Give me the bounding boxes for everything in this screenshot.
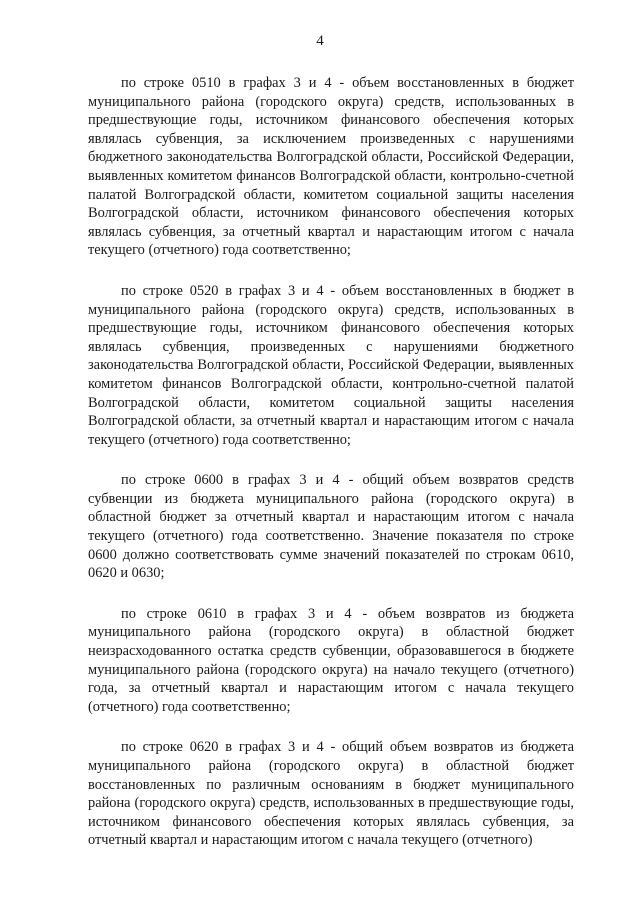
page-number: 4: [316, 33, 324, 49]
paragraph-line-0620: по строке 0620 в графах 3 и 4 - общий объем возвратов из бюджета муниципального района (городского округа) в областной бюджет восстановленных по различным основаниям в бюджет муниципального района (городского округа) средств, использованных в предшествующие годы, источником финансового обеспечения которых являлась субвенция, за отчетный квартал и нарастающим итогом с начала текущего (отчетного): [88, 739, 574, 849]
paragraph-line-0610: по строке 0610 в графах 3 и 4 - объем возвратов из бюджета муниципального района (городского округа) в областной бюджет неизрасходованного остатка средств субвенции, образовавшегося в бюджете муниципального района (городского округа) на начало текущего (отчетного) года, за отчетный квартал и нарастающим итогом с начала текущего (отчетного) года соответственно;: [88, 605, 574, 715]
paragraph-line-0600: по строке 0600 в графах 3 и 4 - общий объем возвратов средств субвенции из бюджета муниципального района (городского округа) в областной бюджет за отчетный квартал и нарастающим итогом с начала текущего (отчетного) года соответственно. Значение показателя по строке 0600 должно соответствовать сумме значений показателей по строкам 0610, 0620 и 0630;: [88, 472, 574, 582]
paragraph-line-0520: по строке 0520 в графах 3 и 4 - объем восстановленных в бюджет в муниципального района (городского округа) средств, использованных в предшествующие годы, источником финансового обеспечения которых являлась субвенция, произведенных с нарушениями бюджетного законодательства Волгоградской области, Российской Федерации, выявленных комитетом финансов Волгоградской области, контрольно-счетной палатой Волгоградской области, комитетом социальной защиты населения Волгоградской области, за отчетный квартал и нарастающим итогом с начала текущего (отчетного) года соответственно;: [88, 282, 574, 448]
paragraph-line-0510: по строке 0510 в графах 3 и 4 - объем восстановленных в бюджет муниципального района (городского округа) средств, использованных в предшествующие годы, источником финансового обеспечения которых являлась субвенция, за исключением произведенных с нарушениями бюджетного законодательства Волгоградской области, Российской Федерации, выявленных комитетом финансов Волгоградской области, контрольно-счетной палатой Волгоградской области, комитетом социальной защиты населения Волгоградской области, источником финансового обеспечения которых являлась субвенция, за отчетный квартал и нарастающим итогом с начала текущего (отчетного) года соответственно;: [88, 75, 574, 259]
document-body: [88, 74, 574, 850]
